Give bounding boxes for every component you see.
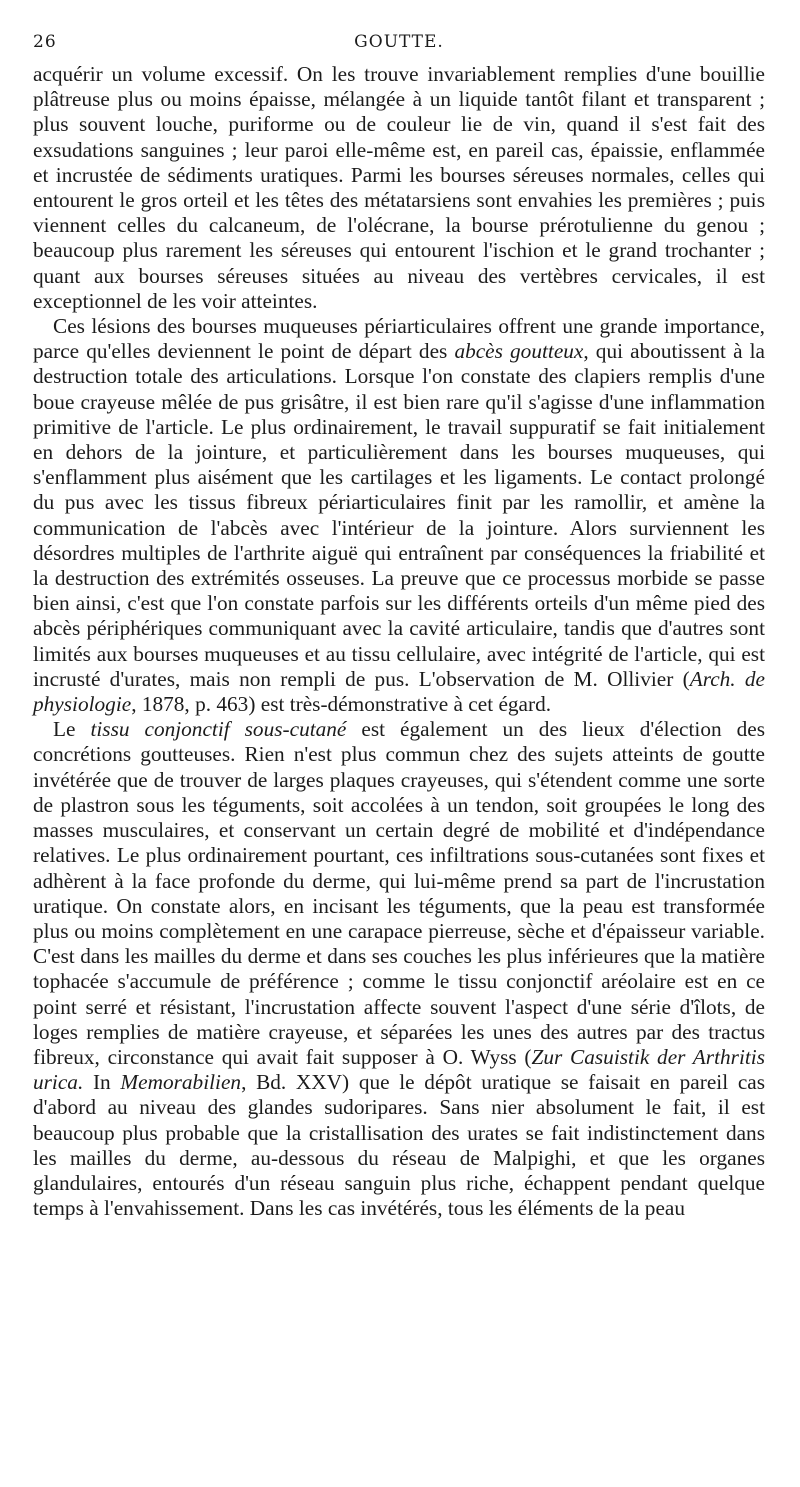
citation-arch-physiologie: Arch. de physiologie: [33, 666, 765, 717]
paragraph-1: [33, 62, 765, 314]
paragraph-1-text: acquérir un volume excessif. On les trouve invariablement remplies d'une bouillie plâtreuse plus ou moins épaisse, mélangée à un liquide tantôt filant et transparent ; plus souvent louche, puriforme ou de couleur lie de vin, quand il s'est fait des exsudations sanguines ; leur paroi elle-même est, en pareil cas, épaissie, enflammée et incrustée de sédiments uratiques. Parmi les bourses séreuses normales, celles qui entourent le gros orteil et les têtes des métatarsiens sont envahies les premières ; puis viennent celles du calcaneum, de l'olécrane, la bourse prérotulienne du genou ; beaucoup plus rarement les séreuses qui entourent l'ischion et le grand trochanter ; quant aux bourses séreuses situées au niveau des vertèbres cervicales, il est exceptionnel de les voir atteintes.: [33, 62, 765, 313]
paragraph-2-text-a: Ces lésions des bourses muqueuses périarticulaires offrent une grande importance, parce qu'elles deviennent le point de départ des: [33, 314, 765, 364]
paragraph-3-text-a: Le: [53, 717, 91, 742]
italic-term-tissu-conjonctif: tissu conjonctif sous-cutané: [90, 717, 347, 742]
paragraph-3-text-d: , Bd. XXV) que le dépôt uratique se faisait en pareil cas d'abord au niveau des glandes sudoripares. Sans nier absolument le fait, il est beaucoup plus probable que la cristallisation des urates se fait indistinctement dans les mailles du derme, au-dessous du réseau de Malpighi, et que les organes glandulaires, entourés d'un réseau sanguin plus riche, échappent pendant quelque temps à l'envahissement. Dans les cas invétérés, tous les éléments de la peau: [33, 1070, 766, 1221]
paragraph-3: [33, 717, 765, 1221]
paragraph-2-text-c: , 1878, p. 463) est très-démonstrative à cet égard.: [131, 692, 552, 717]
paragraph-3-text-c: In: [83, 1070, 121, 1095]
body-text: [33, 62, 765, 1221]
running-title: GOUTTE.: [354, 32, 444, 52]
paragraph-3-text-b: est également un des lieux d'élection des concrétions goutteuses. Rien n'est plus commun chez des sujets atteints de goutte invétérée que de trouver de larges plaques crayeuses, qui s'étendent comme une sorte de plastron sous les téguments, soit accolées à un tendon, soit groupées le long des masses musculaires, et conservant un certain degré de mobilité et d'indépendance relatives. Le plus ordinairement pourtant, ces infiltrations sous-cutanées sont fixes et adhèrent à la face profonde du derme, qui lui-même prend sa part de l'incrustation uratique. On constate alors, en incisant les téguments, que la peau est transformée plus ou moins complètement en une carapace pierreuse, sèche et d'épaisseur variable. C'est dans les mailles du derme et dans ses couches les plus inférieures que la matière tophacée s'accumule de préférence ; comme le tissu conjonctif aréolaire est en ce point serré et résistant, l'incrustation affecte souvent l'aspect d'une série d'îlots, de loges remplies de matière crayeuse, et séparées les unes des autres par des tractus fibreux, circonstance qui avait fait supposer à O. Wyss (: [33, 717, 765, 1069]
paragraph-2: [33, 314, 765, 717]
scan-bottom-marks: [33, 1440, 765, 1450]
paragraph-2-text-b: , qui aboutissent à la destruction totale des articulations. Lorsque l'on constate des clapiers remplis d'une boue crayeuse mêlée de pus grisâtre, il est bien rare qu'il s'agisse d'une inflammation primitive de l'article. Le plus ordinairement, le travail suppuratif se fait initialement en dehors de la jointure, et particulièrement dans les bourses muqueuses, qui s'enflamment plus aisément que les cartilages et les ligaments. Le contact prolongé du pus avec les tissus fibreux périarticulaires finit par les ramollir, et amène la communication de l'abcès avec l'intérieur de la jointure. Alors surviennent les désordres multiples de l'arthrite aiguë qui entraînent par conséquences la friabilité et la destruction des extrémités osseuses. La preuve que ce processus morbide se passe bien ainsi, c'est que l'on constate parfois sur les différents orteils d'un même pied des abcès périphériques communiquant avec la cavité articulaire, tandis que d'autres sont limités aux bourses muqueuses et au tissu cellulaire, avec intégrité de l'article, qui est incrusté d'urates, mais non rempli de pus. L'observation de M. Ollivier (: [33, 339, 766, 691]
italic-term-abces-goutteux: abcès goutteux: [454, 339, 584, 364]
citation-memorabilien: Memorabilien: [120, 1070, 242, 1095]
page-number: 26: [33, 32, 57, 52]
citation-zur-casuistik: Zur Casuistik der Arthritis urica.: [33, 1044, 765, 1095]
page-header: [33, 28, 765, 62]
book-page: [33, 28, 765, 1221]
